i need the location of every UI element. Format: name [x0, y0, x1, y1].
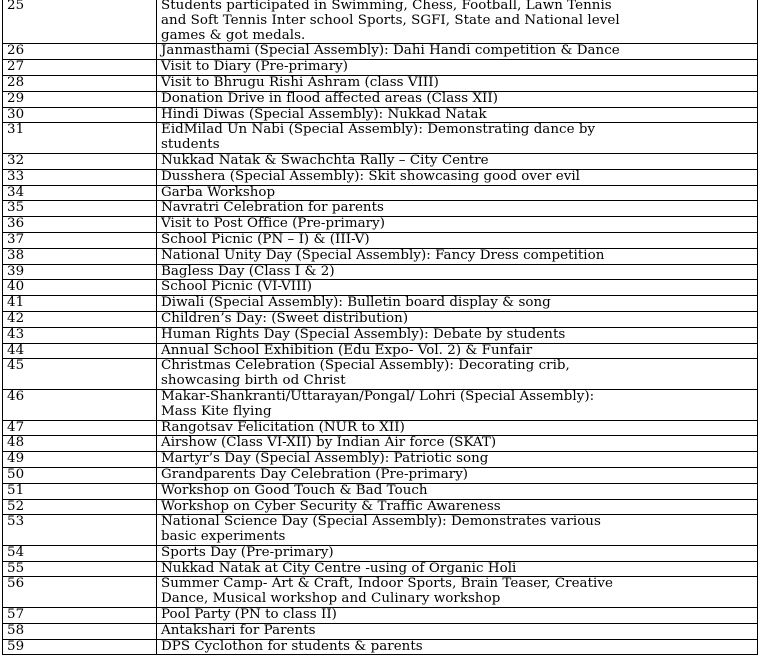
serial-number-cell: 26 [3, 44, 157, 60]
event-description-cell [157, 123, 758, 154]
event-description-cell [157, 75, 758, 91]
event-description-line: Visit to Bhrugu Rishi Ashram (class VIII) [161, 74, 439, 90]
serial-number-cell: 47 [3, 420, 157, 436]
table-row [3, 185, 758, 201]
serial-number-cell: 32 [3, 153, 157, 169]
event-description-line: Nukkad Natak at City Centre -using of Organic Holi [161, 560, 517, 576]
event-description-line: School Picnic (PN – I) & (III-V) [161, 231, 370, 247]
table-row [3, 169, 758, 185]
event-description-cell [157, 452, 758, 468]
table-row [3, 623, 758, 639]
event-description-line: Navratri Celebration for parents [161, 200, 384, 216]
table-row [3, 75, 758, 91]
serial-number-cell: 37 [3, 232, 157, 248]
serial-number-cell: 29 [3, 91, 157, 107]
event-description-line: Pool Party (PN to class II) [161, 607, 337, 623]
serial-number-cell: 28 [3, 75, 157, 91]
event-description-cell [157, 264, 758, 280]
table-row [3, 452, 758, 468]
table-row [3, 280, 758, 296]
serial-number-cell: 56 [3, 577, 157, 608]
event-description-line: Children’s Day: (Sweet distribution) [161, 310, 409, 326]
event-description-cell [157, 623, 758, 639]
serial-number-cell: 53 [3, 515, 157, 546]
serial-number-cell: 50 [3, 467, 157, 483]
table-row [3, 60, 758, 76]
table-row [3, 327, 758, 343]
serial-number-cell: 34 [3, 185, 157, 201]
table-row [3, 232, 758, 248]
event-description-cell [157, 232, 758, 248]
event-description-cell [157, 185, 758, 201]
event-description-line: Bagless Day (Class I & 2) [161, 263, 335, 279]
event-description-line: School Picnic (VI-VIII) [161, 279, 313, 295]
event-description-line: Janmasthami (Special Assembly): Dahi Handi competition & Dance [161, 43, 620, 59]
event-description-line: Human Rights Day (Special Assembly): Debate by students [161, 326, 566, 342]
serial-number-cell: 44 [3, 343, 157, 359]
table-row [3, 44, 758, 60]
event-description-line: showcasing birth od Christ [161, 373, 346, 389]
serial-number-cell: 40 [3, 280, 157, 296]
event-description-line: Visit to Post Office (Pre-primary) [161, 216, 386, 232]
event-description-cell [157, 44, 758, 60]
serial-number-cell: 46 [3, 389, 157, 420]
event-description-line: National Science Day (Special Assembly): Demonstrates various [161, 514, 601, 530]
table-row [3, 467, 758, 483]
event-description-cell [157, 639, 758, 655]
event-description-cell [157, 217, 758, 233]
serial-number-cell: 54 [3, 545, 157, 561]
event-description-line: Visit to Diary (Pre-primary) [161, 59, 349, 75]
table-row [3, 608, 758, 624]
event-description-line: EidMilad Un Nabi (Special Assembly): Demonstrating dance by [161, 122, 596, 138]
event-description-line: basic experiments [161, 529, 286, 545]
table-row [3, 311, 758, 327]
event-description-cell [157, 280, 758, 296]
event-description-cell [157, 201, 758, 217]
event-description-cell [157, 436, 758, 452]
event-description-line: Christmas Celebration (Special Assembly): Decorating crib, [161, 358, 570, 374]
table-row [3, 639, 758, 655]
event-description-line: games & got medals. [161, 27, 306, 43]
event-description-line: Diwali (Special Assembly): Bulletin board display & song [161, 295, 551, 311]
event-description-line: Antakshari for Parents [161, 622, 316, 638]
events-table [2, 0, 758, 655]
serial-number-cell: 33 [3, 169, 157, 185]
event-description-line: DPS Cyclothon for students & parents [161, 638, 423, 654]
table-row [3, 107, 758, 123]
table-row [3, 420, 758, 436]
serial-number-cell: 52 [3, 499, 157, 515]
table-row [3, 499, 758, 515]
event-description-cell [157, 311, 758, 327]
table-row [3, 153, 758, 169]
serial-number-cell: 31 [3, 123, 157, 154]
serial-number-cell: 36 [3, 217, 157, 233]
table-row [3, 561, 758, 577]
event-description-cell [157, 515, 758, 546]
serial-number-cell: 38 [3, 248, 157, 264]
table-row [3, 343, 758, 359]
event-description-line: Annual School Exhibition (Edu Expo- Vol. 2) & Funfair [161, 342, 533, 358]
event-description-cell [157, 467, 758, 483]
serial-number-cell: 35 [3, 201, 157, 217]
event-description-line: Hindi Diwas (Special Assembly): Nukkad Natak [161, 106, 487, 122]
event-description-line: and Soft Tennis Inter school Sports, SGFI, State and National level [161, 12, 620, 28]
event-description-cell [157, 608, 758, 624]
event-description-line: Dance, Musical workshop and Culinary workshop [161, 591, 501, 607]
event-description-line: Dusshera (Special Assembly): Skit showcasing good over evil [161, 168, 580, 184]
table-row [3, 483, 758, 499]
serial-number-cell: 30 [3, 107, 157, 123]
event-description-cell [157, 248, 758, 264]
table-row [3, 296, 758, 312]
event-description-line: National Unity Day (Special Assembly): Fancy Dress competition [161, 247, 605, 263]
event-description-line: Grandparents Day Celebration (Pre-primary) [161, 466, 469, 482]
event-description-line: Garba Workshop [161, 184, 276, 200]
event-description-line: Sports Day (Pre-primary) [161, 544, 334, 560]
event-description-line: Donation Drive in flood affected areas (Class XII) [161, 90, 498, 106]
table-row [3, 389, 758, 420]
event-description-line: Workshop on Good Touch & Bad Touch [161, 482, 428, 498]
event-description-cell [157, 153, 758, 169]
event-description-line: Mass Kite flying [161, 403, 272, 419]
event-description-cell [157, 296, 758, 312]
table-row [3, 577, 758, 608]
serial-number-cell: 43 [3, 327, 157, 343]
table-row [3, 359, 758, 390]
event-description-cell [157, 60, 758, 76]
event-description-cell [157, 561, 758, 577]
event-description-line: Makar-Shankranti/Uttarayan/Pongal/ Lohri (Special Assembly): [161, 388, 595, 404]
events-table-body [3, 0, 758, 655]
event-description-cell [157, 91, 758, 107]
serial-number-cell: 45 [3, 359, 157, 390]
serial-number-cell: 27 [3, 60, 157, 76]
event-description-line: Nukkad Natak & Swachchta Rally – City Centre [161, 152, 489, 168]
event-description-line: students [161, 137, 220, 153]
event-description-cell [157, 420, 758, 436]
table-row [3, 248, 758, 264]
table-row [3, 217, 758, 233]
event-description-line: Martyr’s Day (Special Assembly): Patriotic song [161, 451, 489, 467]
event-description-line: Students participated in Swimming, Chess, Football, Lawn Tennis [161, 0, 612, 13]
serial-number-cell: 55 [3, 561, 157, 577]
event-description-cell [157, 359, 758, 390]
serial-number-cell: 48 [3, 436, 157, 452]
event-description-cell [157, 343, 758, 359]
table-row [3, 545, 758, 561]
serial-number-cell: 25 [3, 0, 157, 44]
table-row [3, 264, 758, 280]
serial-number-cell: 49 [3, 452, 157, 468]
event-description-line: Summer Camp- Art & Craft, Indoor Sports, Brain Teaser, Creative [161, 576, 613, 592]
serial-number-cell: 51 [3, 483, 157, 499]
table-row [3, 0, 758, 44]
event-description-line: Workshop on Cyber Security & Traffic Awareness [161, 498, 501, 514]
serial-number-cell: 59 [3, 639, 157, 655]
table-row [3, 515, 758, 546]
serial-number-cell: 41 [3, 296, 157, 312]
event-description-cell [157, 107, 758, 123]
table-row [3, 91, 758, 107]
event-description-line: Rangotsav Felicitation (NUR to XII) [161, 419, 405, 435]
event-description-cell [157, 577, 758, 608]
serial-number-cell: 57 [3, 608, 157, 624]
event-description-cell [157, 545, 758, 561]
table-row [3, 436, 758, 452]
event-description-cell [157, 389, 758, 420]
serial-number-cell: 58 [3, 623, 157, 639]
serial-number-cell: 39 [3, 264, 157, 280]
event-description-cell [157, 0, 758, 44]
event-description-cell [157, 327, 758, 343]
event-description-line: Airshow (Class VI-XII) by Indian Air force (SKAT) [161, 435, 497, 451]
table-row [3, 123, 758, 154]
table-row [3, 201, 758, 217]
event-description-cell [157, 483, 758, 499]
event-description-cell [157, 169, 758, 185]
serial-number-cell: 42 [3, 311, 157, 327]
event-description-cell [157, 499, 758, 515]
